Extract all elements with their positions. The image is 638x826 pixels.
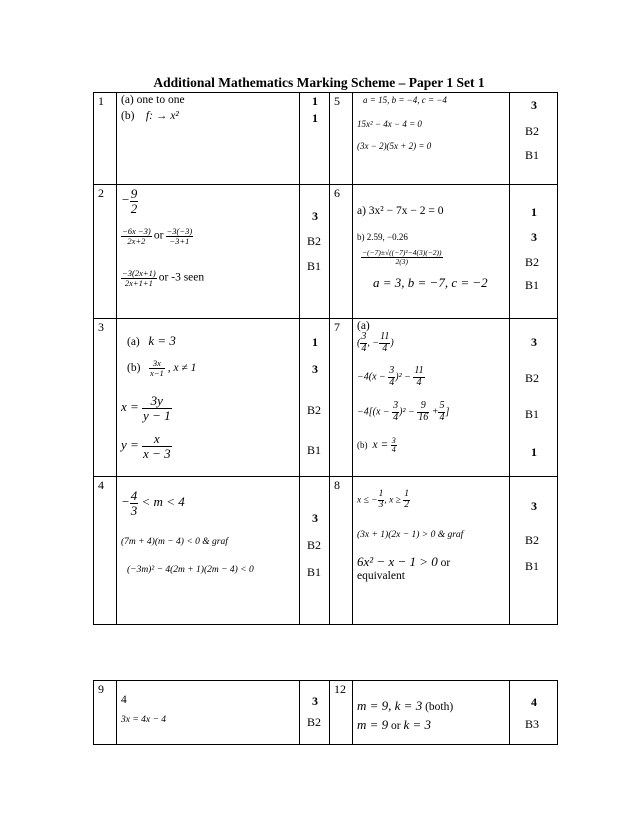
q5-line: (3x − 2)(5x + 2) = 0 [357,141,432,151]
mark: 1 [531,205,537,219]
mark: B2 [307,234,322,248]
q8-working-1: (3x + 1)(2x − 1) > 0 & graf [357,530,464,540]
q2-working-2: $\frac{-3(2x+1)}{2x+1+1}$ or -3 seen [122,268,205,288]
table-row [94,185,558,319]
q5-line: 15x² − 4x − 4 = 0 [357,119,422,129]
q3-part-a: (a) k = 3 [127,333,176,348]
question-number: 7 [330,319,353,477]
q4-working-1: (7m + 4)(m − 4) < 0 & graf [121,537,228,547]
q6-part-a: a) 3x² − 7x − 2 = 0 [357,205,444,217]
question-number: 3 [94,319,117,477]
mark: B1 [525,278,540,292]
mark: 3 [531,98,537,112]
mark: 1 [312,335,318,349]
q4-answer: − $\frac{4}{3}$ < m < 4 [121,488,185,518]
table-row [94,681,558,745]
mark: B2 [525,255,540,269]
mark: 3 [531,335,537,349]
question-number: 4 [94,477,117,625]
q8-working-2: 6x² − x − 1 > 0 or [357,554,451,569]
q2-answer: − $\frac{9}{2}$ [121,186,138,216]
mark: B3 [525,717,540,731]
question-number: 6 [330,185,353,319]
mark: 1 [531,445,537,459]
mark: 3 [312,694,318,708]
mark: B2 [525,533,540,547]
q7-part-b: (b) x = $\frac{3}{4}$ [357,436,396,455]
mark: 1 [312,94,318,108]
mark: B1 [307,443,322,457]
table-row [94,477,558,625]
mark: 3 [312,209,318,223]
q9-answer: 4 [121,694,127,706]
mark: 1 [312,111,318,125]
mark: 3 [312,511,318,525]
mark: B1 [307,565,322,579]
question-number: 9 [94,681,117,745]
q6-part-b: b) 2.59, −0.26 [357,232,408,242]
marking-scheme-table [93,92,558,625]
page-title: Additional Mathematics Marking Scheme – Paper 1 Set 1 [153,75,485,90]
mark: B1 [525,559,540,573]
mark: B1 [307,259,322,273]
mark: 3 [531,230,537,244]
q7-working-1: −4(x − $\frac{3}{4}$ )² − $\frac{11}{4}$ [357,365,424,388]
q1-part-b: (b) f: → x² [121,110,179,122]
mark: 3 [312,362,318,376]
mark: B1 [525,407,540,421]
q5-line: a = 15, b = −4, c = −4 [363,95,447,105]
mark: B2 [307,403,322,417]
question-number: 1 [94,93,117,185]
q12-working: m = 9 or k = 3 [357,717,432,732]
q7-part-a-label: (a) [357,320,370,332]
table-row [94,319,558,477]
q3-part-b: (b) $\frac{3x}{x-1}$ , x ≠ 1 [127,358,197,378]
q12-answer: m = 9, k = 3 (both) [357,698,454,713]
q1-part-a: (a) one to one [121,94,185,106]
q6-values: a = 3, b = −7, c = −2 [373,275,488,290]
q2-working-1: $\frac{-6x -3)}{2x+2}$ or $\frac{-3(-3)}{-3+1}$ [122,226,193,246]
table-row [94,93,558,185]
mark: 4 [531,695,537,709]
mark: B2 [525,124,540,138]
mark: B2 [307,715,322,729]
q3-y-working: y = $\frac{x}{x - 3}$ [121,431,171,461]
q8-working-2-cont: equivalent [357,570,405,582]
mark: 3 [531,499,537,513]
q7-vertex: ( $\frac{3}{4}$ , − $\frac{11}{4}$ ) [357,331,394,354]
question-number: 12 [330,681,353,745]
mark: B1 [525,148,540,162]
q3-x-working: x = $\frac{3y}{y - 1}$ [121,393,171,423]
mark: B2 [525,371,540,385]
question-number: 5 [330,93,353,185]
mark: B2 [307,538,322,552]
q7-working-2: −4[(x − $\frac{3}{4}$ )² − $\frac{9}{16}$ + $\frac{5}{4}$ ] [357,400,450,423]
q6-working: $\frac{\text{−(−7)±√((−7)²−4(3)(−2))}}{2(3)}$ [362,248,442,266]
q9-working: 3x = 4x − 4 [121,715,167,725]
q4-working-2: (−3m)² − 4(2m + 1)(2m − 4) < 0 [127,565,254,575]
marking-scheme-table-2 [93,680,558,745]
question-number: 2 [94,185,117,319]
question-number: 8 [330,477,353,625]
q8-answer: x ≤ − $\frac{1}{3}$ , x ≥ $\frac{1}{2}$ [357,489,410,510]
